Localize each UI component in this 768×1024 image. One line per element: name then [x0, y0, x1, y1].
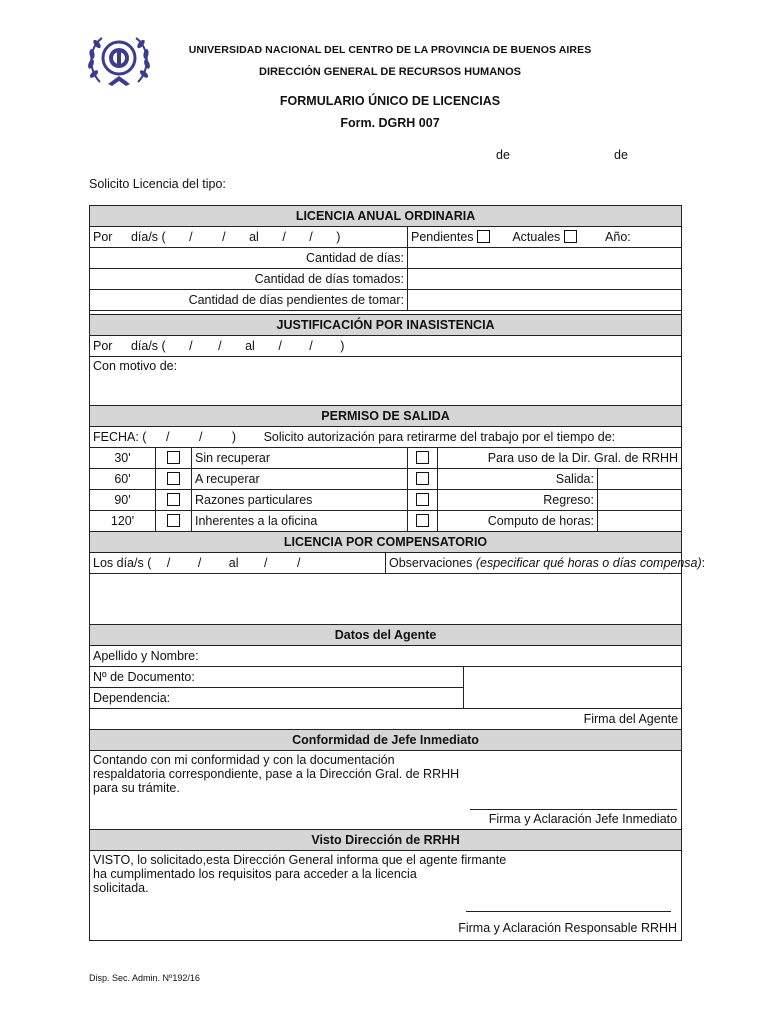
lpc-title: LICENCIA POR COMPENSATORIO	[90, 532, 682, 553]
lao-actuales-label: Actuales	[512, 230, 561, 244]
ps-regreso-field[interactable]	[598, 490, 682, 511]
lao-cantidad-field[interactable]	[408, 248, 682, 269]
ps-120-right-checkbox[interactable]	[416, 514, 429, 527]
jpi-motivo-field[interactable]	[90, 357, 682, 406]
visto-signature-line[interactable]	[466, 911, 671, 912]
lao-tomados-field[interactable]	[408, 269, 682, 290]
lao-anio-label: Año:	[605, 230, 631, 244]
ps-fecha-cell: FECHA: ( / / ) Solicito autorización para retirarme del trabajo por el tiempo de:	[90, 427, 682, 448]
lpc-obs-field[interactable]	[90, 574, 682, 625]
lpc-obs-cell: Observaciones (especificar qué horas o días compensa):	[386, 553, 682, 574]
ps-120-checkbox[interactable]	[167, 514, 180, 527]
jpi-motivo-label: Con motivo de:	[93, 359, 178, 373]
lao-pend-tomar-field[interactable]	[408, 290, 682, 311]
jefe-block: Contando con mi conformidad y con la documentación respaldatoria correspondiente, pase a la Dirección Gral. de RRHH para su trámite. Firma y Aclaración Jefe Inmediato	[90, 751, 682, 830]
license-form-table	[89, 205, 706, 941]
agente-nombre-field[interactable]: Apellido y Nombre:	[90, 646, 682, 667]
jefe-signature-line[interactable]	[470, 809, 677, 810]
university-seal-icon	[86, 30, 152, 90]
jpi-period-cell: Por día/s ( / / al / / )	[90, 336, 682, 357]
lao-title: LICENCIA ANUAL ORDINARIA	[90, 206, 682, 227]
ps-60-checkbox[interactable]	[167, 472, 180, 485]
lao-cantidad-label: Cantidad de días:	[90, 248, 408, 269]
lao-pendientes-label: Pendientes	[411, 230, 474, 244]
visto-title: Visto Dirección de RRHH	[90, 830, 682, 851]
ps-title: PERMISO DE SALIDA	[90, 406, 682, 427]
agente-firma-label: Firma del Agente	[90, 709, 682, 730]
agente-title: Datos del Agente	[90, 625, 682, 646]
agente-dependencia-field[interactable]: Dependencia:	[90, 688, 464, 709]
ps-row: 90' Razones particulares Regreso:	[90, 490, 682, 511]
lao-tomados-label: Cantidad de días tomados:	[90, 269, 408, 290]
form-title: FORMULARIO ÚNICO DE LICENCIAS	[279, 94, 501, 108]
lao-type-cell	[408, 227, 682, 248]
ps-computo-field[interactable]	[598, 511, 682, 532]
direction-name: DIRECCIÓN GENERAL DE RECURSOS HUMANOS	[259, 66, 521, 78]
lao-actuales-checkbox[interactable]	[564, 230, 577, 243]
ps-60-right-checkbox[interactable]	[416, 472, 429, 485]
ps-solicito: Solicito autorización para retirarme del trabajo por el tiempo de:	[263, 430, 616, 444]
ps-row: 30' Sin recuperar Para uso de la Dir. Gral. de RRHH	[90, 448, 682, 469]
visto-block: VISTO, lo solicitado,esta Dirección General informa que el agente firmante ha cumplimentado los requisitos para acceder a la licencia solicitada. Firma y Aclaración Responsable RRHH	[90, 851, 682, 941]
ps-salida-field[interactable]	[598, 469, 682, 490]
ps-row: 120' Inherentes a la oficina Computo de horas:	[90, 511, 682, 532]
lao-pendientes-checkbox[interactable]	[477, 230, 490, 243]
form-code: Form. DGRH 007	[340, 116, 440, 130]
visto-firma-label: Firma y Aclaración Responsable RRHH	[458, 921, 678, 935]
request-label: Solicito Licencia del tipo:	[89, 177, 226, 191]
date-de-2: de	[614, 148, 628, 162]
jefe-firma-label: Firma y Aclaración Jefe Inmediato	[488, 812, 678, 826]
lpc-period-cell: Los día/s ( / / al / /	[90, 553, 386, 574]
lao-dias: día/s (	[130, 230, 166, 244]
date-de-1: de	[496, 148, 510, 162]
ps-90-checkbox[interactable]	[167, 493, 180, 506]
footer-disposition: Disp. Sec. Admin. Nº192/16	[89, 973, 200, 983]
ps-30-right-checkbox[interactable]	[416, 451, 429, 464]
ps-rrhh-use: Para uso de la Dir. Gral. de RRHH	[438, 448, 682, 469]
ps-90-right-checkbox[interactable]	[416, 493, 429, 506]
lao-period-cell: Por día/s ( / / al / / )	[90, 227, 408, 248]
agente-documento-field[interactable]: Nº de Documento:	[90, 667, 464, 688]
university-name: UNIVERSIDAD NACIONAL DEL CENTRO DE LA PROVINCIA DE BUENOS AIRES	[188, 44, 592, 56]
lao-al: al	[249, 230, 259, 244]
jefe-title: Conformidad de Jefe Inmediato	[90, 730, 682, 751]
agente-signature-area[interactable]	[464, 667, 682, 709]
lao-pend-tomar-label: Cantidad de días pendientes de tomar:	[90, 290, 408, 311]
ps-row: 60' A recuperar Salida:	[90, 469, 682, 490]
jpi-title: JUSTIFICACIÓN POR INASISTENCIA	[90, 315, 682, 336]
ps-30-checkbox[interactable]	[167, 451, 180, 464]
lao-por: Por	[93, 230, 113, 244]
